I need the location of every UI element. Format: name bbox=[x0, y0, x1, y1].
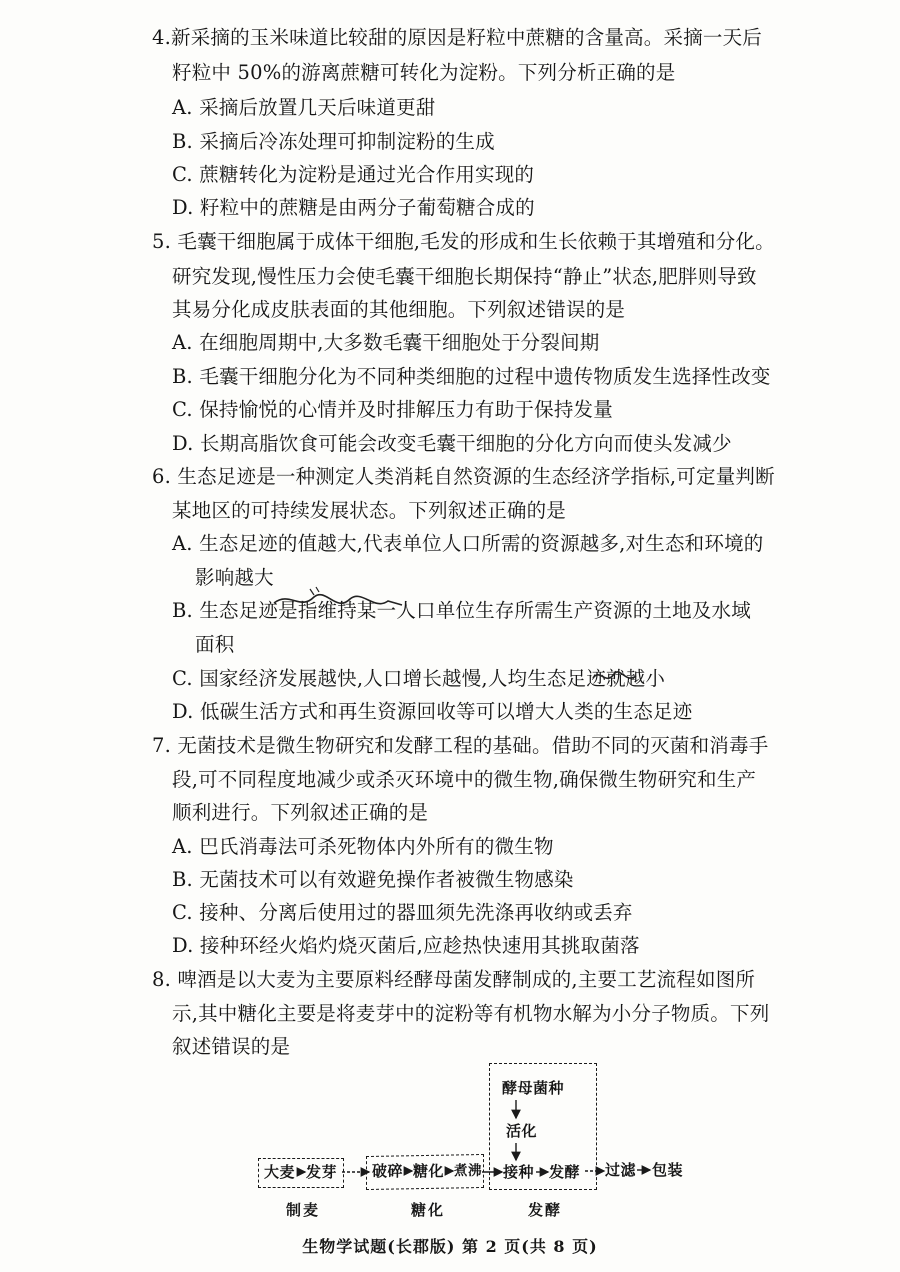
q7-option-d: D. 接种环经火焰灼烧灭菌后,应趁热快速用其挑取菌落 bbox=[172, 934, 640, 957]
q4-option-c: C. 蔗糖转化为淀粉是通过光合作用实现的 bbox=[172, 163, 535, 186]
page-footer: 生物学试题(长郡版) 第 2 页(共 8 页) bbox=[302, 1237, 598, 1256]
q5-option-a: A. 在细胞周期中,大多数毛囊干细胞处于分裂间期 bbox=[172, 331, 600, 354]
fermentation-step-label: 发酵 bbox=[549, 1163, 581, 1181]
activation-label: 活化 bbox=[506, 1122, 538, 1140]
q6-option-a-cont: 影响越大 bbox=[195, 566, 274, 589]
q7-stem-line-2: 段,可不同程度地减少或杀灭环境中的微生物,确保微生物研究和生产 bbox=[172, 768, 757, 791]
q4-stem-line-2: 籽粒中 50%的游离蔗糖可转化为淀粉。下列分析正确的是 bbox=[172, 61, 676, 84]
q7-option-c: C. 接种、分离后使用过的器皿须先洗涤再收纳或丢弃 bbox=[172, 901, 633, 924]
q6-stem-line-1: 6. 生态足迹是一种测定人类消耗自然资源的生态经济学指标,可定量判断 bbox=[152, 465, 775, 488]
handwritten-scribble bbox=[270, 585, 410, 625]
q4-option-d: D. 籽粒中的蔗糖是由两分子葡萄糖合成的 bbox=[172, 196, 535, 219]
q7-option-a: A. 巴氏消毒法可杀死物体内外所有的微生物 bbox=[172, 835, 554, 858]
inoculation-label: 接种 bbox=[503, 1163, 535, 1181]
q4-option-b: B. 采摘后冷冻处理可抑制淀粉的生成 bbox=[172, 130, 495, 153]
q5-option-b: B. 毛囊干细胞分化为不同种类细胞的过程中遗传物质发生选择性改变 bbox=[172, 365, 771, 388]
q7-option-b: B. 无菌技术可以有效避免操作者被微生物感染 bbox=[172, 868, 574, 891]
q5-option-d: D. 长期高脂饮食可能会改变毛囊干细胞的分化方向而使头发减少 bbox=[172, 432, 732, 455]
saccharify-step-label: 糖化 bbox=[413, 1162, 445, 1180]
germination-label: 发芽 bbox=[306, 1163, 338, 1181]
q6-option-a: A. 生态足迹的值越大,代表单位人口所需的资源越多,对生态和环境的 bbox=[172, 532, 764, 555]
stage-label-saccharification: 糖化 bbox=[411, 1201, 446, 1219]
q6-stem-line-2: 某地区的可持续发展状态。下列叙述正确的是 bbox=[172, 499, 567, 522]
q5-stem-line-1: 5. 毛囊干细胞属于成体干细胞,毛发的形成和生长依赖于其增殖和分化。 bbox=[152, 230, 775, 253]
fermentation-box bbox=[489, 1063, 597, 1190]
q5-stem-line-2: 研究发现,慢性压力会使毛囊干细胞长期保持“静止”状态,肥胖则导致 bbox=[172, 265, 757, 288]
q4-option-a: A. 采摘后放置几天后味道更甜 bbox=[172, 96, 436, 119]
q5-option-c: C. 保持愉悦的心情并及时排解压力有助于保持发量 bbox=[172, 398, 613, 421]
malting-box bbox=[258, 1158, 344, 1188]
q8-stem-line-3: 叙述错误的是 bbox=[172, 1035, 291, 1058]
saccharification-box bbox=[366, 1154, 484, 1190]
stage-label-fermentation: 发酵 bbox=[528, 1201, 563, 1219]
q6-option-c: C. 国家经济发展越快,人口增长越慢,人均生态足迹就越小 bbox=[172, 667, 666, 690]
q6-option-b: B. 生态足迹是指维持某一人口单位生存所需生产资源的土地及水域 bbox=[172, 599, 751, 622]
barley-label: 大麦 bbox=[264, 1163, 296, 1181]
q6-option-d: D. 低碳生活方式和再生资源回收等可以增大人类的生态足迹 bbox=[172, 700, 693, 723]
crushing-label: 破碎 bbox=[372, 1162, 404, 1180]
q5-stem-line-3: 其易分化成皮肤表面的其他细胞。下列叙述错误的是 bbox=[172, 298, 626, 321]
q6-option-b-cont: 面积 bbox=[195, 633, 235, 656]
q8-stem-line-2: 示,其中糖化主要是将麦芽中的淀粉等有机物水解为小分子物质。下列 bbox=[172, 1002, 770, 1025]
q7-stem-line-3: 顺利进行。下列叙述正确的是 bbox=[172, 801, 429, 824]
yeast-strain-label: 酵母菌种 bbox=[502, 1079, 565, 1097]
q7-stem-line-1: 7. 无菌技术是微生物研究和发酵工程的基础。借助不同的灭菌和消毒手 bbox=[152, 734, 769, 757]
handwritten-correction bbox=[590, 664, 640, 690]
stage-label-malting: 制麦 bbox=[286, 1201, 321, 1219]
filtration-label: 过滤 bbox=[605, 1161, 637, 1179]
packaging-label: 包装 bbox=[652, 1161, 684, 1179]
q4-stem-line-1: 4.新采摘的玉米味道比较甜的原因是籽粒中蔗糖的含量高。采摘一天后 bbox=[152, 26, 763, 49]
q8-stem-line-1: 8. 啤酒是以大麦为主要原料经酵母菌发酵制成的,主要工艺流程如图所 bbox=[152, 968, 756, 991]
boiling-label: 煮沸 bbox=[454, 1163, 482, 1179]
